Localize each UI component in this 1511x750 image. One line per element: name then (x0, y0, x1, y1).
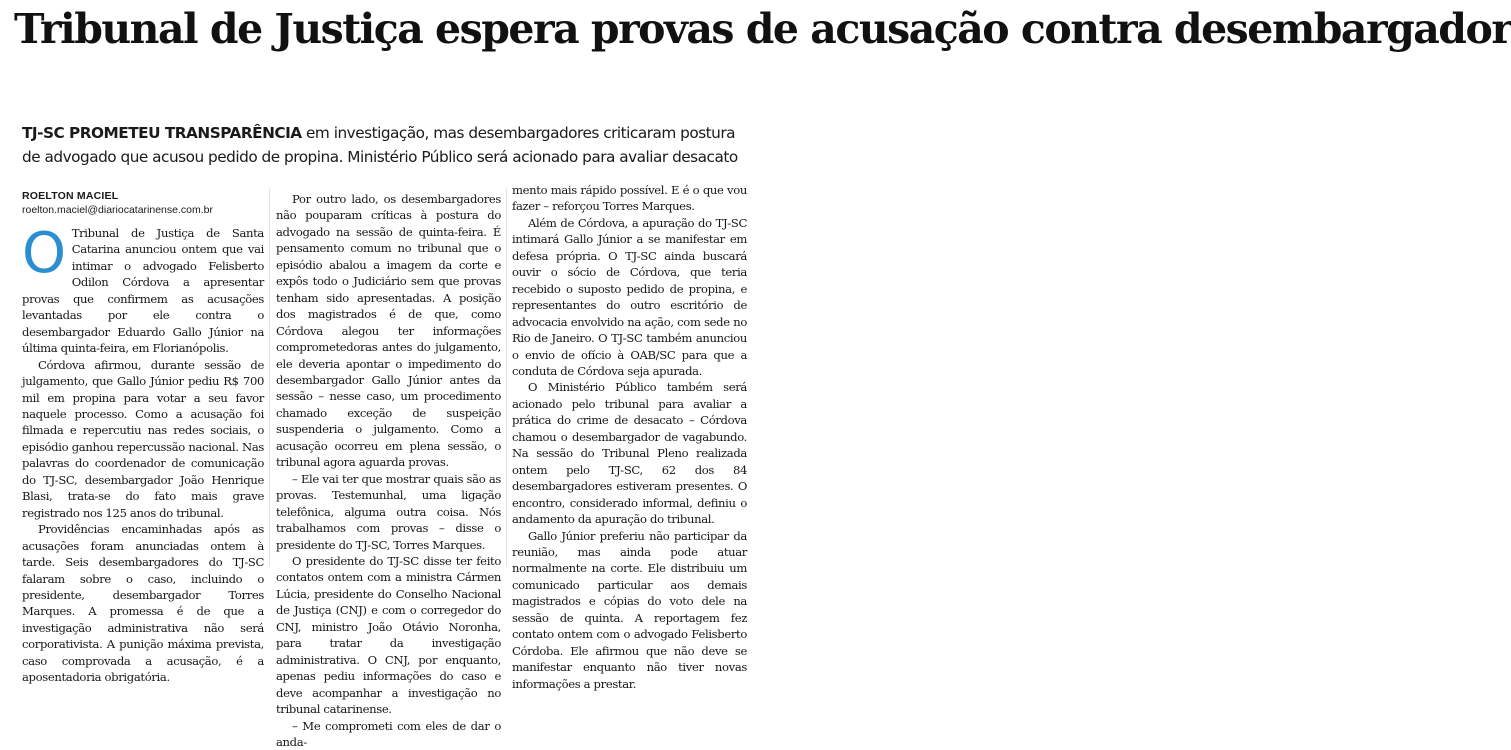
article-column-3 (512, 182, 747, 692)
author-email: roelton.maciel@diariocatarinense.com.br (22, 204, 213, 216)
paragraph (22, 225, 264, 357)
article-column-2 (276, 191, 501, 750)
paragraph: Córdova afirmou, durante sessão de julgamento, que Gallo Júnior pediu R$ 700 mil em propina para votar a seu favor naquele processo. Como a acusação foi filmada e repercutiu nas redes sociais, o episódio ganhou repercussão nacional. Nas palavras do coordenador de comunicação do TJ-SC, desembargador João Henrique Blasi, trata-se do fato mais grave registrado nos 125 anos do tribunal. (22, 357, 264, 522)
column-divider (506, 188, 507, 566)
article-column-1 (22, 225, 264, 686)
paragraph: O presidente do TJ-SC disse ter feito contatos ontem com a ministra Cármen Lúcia, presidente do Conselho Nacional de Justiça (CNJ) e com o corregedor do CNJ, ministro João Otávio Noronha, para tratar da investigação administrativa. O CNJ, por enquanto, apenas pediu informações do caso e deve acompanhar a investigação no tribunal catarinense. (276, 553, 501, 718)
deck-lead: TJ-SC PROMETEU TRANSPARÊNCIA (22, 124, 302, 142)
paragraph: – Ele vai ter que mostrar quais são as provas. Testemunhal, uma ligação telefônica, alguma outra coisa. Nós trabalhamos com provas – disse o presidente do TJ-SC, Torres Marques. (276, 471, 501, 553)
paragraph-text: Tribunal de Justiça de Santa Catarina anunciou ontem que vai intimar o advogado Felisberto Odilon Córdova a apresentar provas que confirmem as acusações levantadas por ele contra o desembargador Eduardo Gallo Júnior na última quinta-feira, em Florianópolis. (22, 226, 264, 355)
paragraph: O Ministério Público também será acionado pelo tribunal para avaliar a prática do crime de desacato – Córdova chamou o desembargador de vagabundo. Na sessão do Tribunal Pleno realizada ontem pelo TJ-SC, 62 dos 84 desembargadores estiveram presentes. O encontro, considerado informal, definiu o andamento da apuração do tribunal. (512, 379, 747, 527)
paragraph: Além de Córdova, a apuração do TJ-SC intimará Gallo Júnior a se manifestar em defesa própria. O TJ-SC ainda buscará ouvir o sócio de Córdova, que teria recebido o suposto pedido de propina, e representantes do outro escritório de advocacia envolvido na ação, com sede no Rio de Janeiro. O TJ-SC também anunciou o envio de ofício à OAB/SC para que a conduta de Córdova seja apurada. (512, 215, 747, 380)
paragraph: – Me comprometi com eles de dar o anda- (276, 718, 501, 750)
paragraph: Por outro lado, os desembargadores não pouparam críticas à postura do advogado na sessão de quinta-feira. É pensamento comum no tribunal que o episódio abalou a imagem da corte e expôs todo o Judiciário sem que provas tenham sido apresentadas. A posição dos magistrados é de que, como Córdova alegou ter informações comprometedoras antes do julgamento, ele deveria apontar o impedimento do desembargador Gallo Júnior antes da sessão – nesse caso, um procedimento chamado exceção de suspeição suspenderia o julgamento. Como a acusação ocorreu em plena sessão, o tribunal agora aguarda provas. (276, 191, 501, 471)
deck-text: em investigação, mas desembargadores criticaram postura de advogado que acusou pedido de propina. Ministério Público será acionado para avaliar desacato (22, 124, 738, 166)
paragraph: Providências encaminhadas após as acusações foram anunciadas ontem à tarde. Seis desembargadores do TJ-SC falaram sobre o caso, incluindo o presidente, desembargador Torres Marques. A promessa é de que a investigação administrativa não será corporativista. A punição máxima prevista, caso comprovada a acusação, é a aposentadoria obrigatória. (22, 521, 264, 686)
deck (22, 122, 757, 169)
paragraph: mento mais rápido possível. E é o que vou fazer – reforçou Torres Marques. (512, 182, 747, 215)
byline: ROELTON MACIEL (22, 190, 118, 202)
paragraph: Gallo Júnior preferiu não participar da reunião, mas ainda pode atuar normalmente na corte. Ele distribuiu um comunicado particular aos demais magistrados e cópias do voto dele na sessão de quinta. A reportagem fez contato ontem com o advogado Felisberto Córdoba. Ele afirmou que não deve se manifestar enquanto não tiver novas informações a prestar. (512, 528, 747, 693)
column-divider (269, 188, 270, 566)
drop-cap: O (22, 229, 66, 278)
headline: Tribunal de Justiça espera provas de acusação contra desembargador (14, 2, 754, 57)
